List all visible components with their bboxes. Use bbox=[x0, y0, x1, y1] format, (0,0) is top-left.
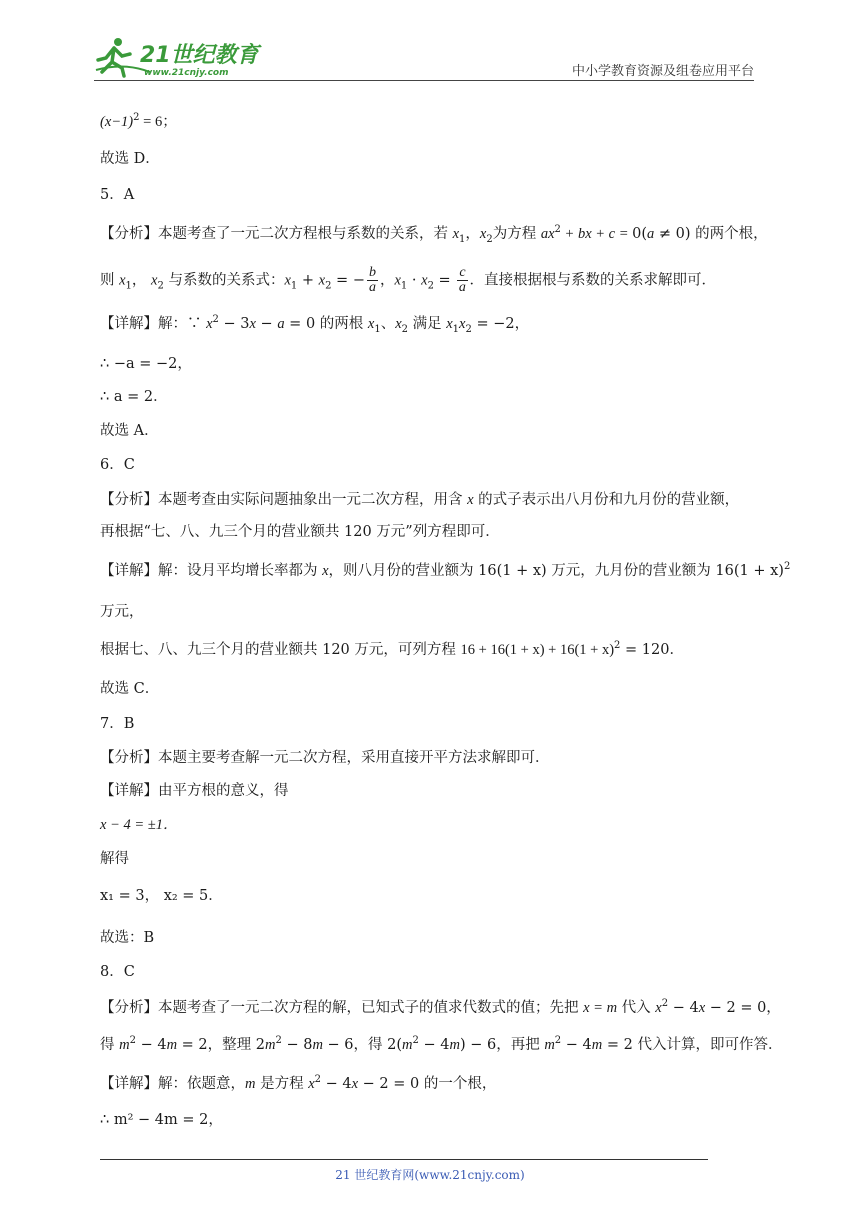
choice-line: 故选 D． bbox=[100, 151, 160, 167]
analysis-line-2: 得 $m^2 - 4m = 2$，整理 $2m^2 - 8m - 6$，得 $2(m^2 - 4m) - 6$，再把 $m^2 - 4m = 2$ 代入计算，即可作答． bbox=[100, 1035, 783, 1053]
analysis-line: 【分析】本题考查了一元二次方程的解，已知式子的值求代数式的值；先把 x = m 代入 $x^2 - 4x - 2 = 0$， bbox=[100, 998, 781, 1016]
detail-text: 【详解】解：∵ bbox=[100, 316, 207, 332]
site-logo[interactable] bbox=[94, 34, 264, 78]
analysis-text-5: 代入计算，即可作答． bbox=[632, 1037, 783, 1053]
analysis-text-2: ，整理 bbox=[207, 1037, 256, 1053]
svg-text:21世纪教育: 21世纪教育 bbox=[140, 43, 259, 68]
detail-text: 【详解】解：依题意， bbox=[100, 1076, 245, 1092]
analysis-text-2: 与系数的关系式： bbox=[163, 272, 285, 289]
analysis-text: 【分析】本题考查了一元二次方程根与系数的关系，若 bbox=[100, 226, 453, 242]
analysis-text: 【分析】本题考查由实际问题抽象出一元二次方程，用含 bbox=[100, 492, 468, 508]
detail-text: 根据七、八、九三个月的营业额共 120 万元，可列方程 bbox=[100, 642, 461, 658]
analysis-text-3: ，得 bbox=[353, 1037, 388, 1053]
equation-text: (x−1) bbox=[100, 114, 134, 130]
analysis-line: 【分析】本题主要考查解一元二次方程，采用直接开平方法求解即可． bbox=[100, 750, 550, 766]
detail-text-2: 是方程 bbox=[255, 1076, 309, 1092]
choice-line: 故选 A． bbox=[100, 423, 159, 439]
runner-logo-icon bbox=[94, 34, 264, 78]
equation-rest: = 6； bbox=[139, 114, 177, 130]
analysis-text-2: 为方程 bbox=[492, 226, 541, 242]
solve-line: 解得 bbox=[100, 851, 129, 867]
analysis-line-2: 则 $x_1$， $x_2$ 与系数的关系式：$x_1 + x_2$ = − $\frac{b}{a}$ ，$x_1 \cdot x_2$ = $\frac{c}{a}$ ．直接根据根与系数的关系求解即可． bbox=[100, 265, 717, 295]
solution-line: x₁ = 3， x₂ = 5． bbox=[100, 888, 223, 904]
detail-line-3: 根据七、八、九三个月的营业额共 120 万元，可列方程 $16 + 16(1 + x) + 16(1 + x)^2 = 120$． bbox=[100, 640, 684, 658]
question-number: 7．B bbox=[100, 716, 135, 732]
analysis-text: 【分析】本题考查了一元二次方程的解，已知式子的值求代数式的值；先把 bbox=[100, 1000, 584, 1016]
footer-divider bbox=[100, 1159, 708, 1160]
fraction-c-over-a: $\frac{c}{a}$ bbox=[458, 265, 466, 295]
fraction-b-over-a: $\frac{b}{a}$ bbox=[368, 265, 376, 295]
detail-line: 【详解】由平方根的意义，得 bbox=[100, 783, 289, 799]
analysis-line: 【分析】本题考查了一元二次方程根与系数的关系，若 $x_1$，$x_2$为方程 $ax^2$ + bx + c = 0(a ≠ 0) 的两个根， bbox=[100, 224, 768, 245]
analysis-text-2: 的式子表示出八月份和九月份的营业额， bbox=[473, 492, 740, 508]
detail-text-2: ，则八月份的营业额为 16(1 + x) 万元，九月份的营业额为 16(1 + x) bbox=[328, 563, 784, 579]
detail-line: 【详解】解：∵ $x^2 - 3x - a = 0$ 的两根 $x_1$、$x_2$ 满足 $x_1x_2 = -2$， bbox=[100, 314, 530, 335]
equation-line: x − 4 = ±1． bbox=[100, 817, 178, 833]
detail-text-2: 的两根 bbox=[315, 316, 368, 332]
step-line: ∴ −a = −2， bbox=[100, 356, 192, 372]
analysis-line-2: 再根据“七、八、九三个月的营业额共 120 万元”列方程即可． bbox=[100, 524, 500, 540]
svg-text:www.21cnjy.com: www.21cnjy.com bbox=[144, 68, 229, 78]
equation-text: 16 + 16(1 + x) + 16(1 + x) bbox=[460, 642, 615, 658]
detail-text: 【详解】解：设月平均增长率都为 bbox=[100, 563, 323, 579]
header-divider bbox=[94, 80, 754, 81]
detail-line: 【详解】解：依题意，m 是方程 $x^2 - 4x - 2 = 0$ 的一个根， bbox=[100, 1074, 497, 1092]
choice-line: 故选 C． bbox=[100, 681, 160, 697]
analysis-text: 则 bbox=[100, 272, 120, 289]
platform-tagline: 中小学教育资源及组卷应用平台 bbox=[571, 64, 754, 79]
detail-line: 【详解】解：设月平均增长率都为 x，则八月份的营业额为 16(1 + x) 万元，九月份的营业额为 $16(1 + x)^2$ bbox=[100, 561, 791, 579]
detail-line-2: 万元， bbox=[100, 604, 144, 620]
analysis-text-3: ．直接根据根与系数的关系求解即可． bbox=[469, 272, 717, 289]
footer-link[interactable]: 21 世纪教育网(www.21cnjy.com) bbox=[335, 1168, 525, 1182]
step-line: ∴ a = 2． bbox=[100, 389, 168, 405]
analysis-text-2: 代入 bbox=[617, 1000, 656, 1016]
detail-text-3: 满足 bbox=[408, 316, 447, 332]
analysis-text: 得 bbox=[100, 1037, 120, 1053]
choice-line: 故选：B bbox=[100, 930, 155, 946]
step-line: ∴ m² − 4m = 2， bbox=[100, 1112, 223, 1128]
question-number: 8．C bbox=[100, 964, 135, 980]
detail-text-3: 的一个根， bbox=[419, 1076, 497, 1092]
page-header bbox=[0, 0, 860, 84]
analysis-text-4: ，再把 bbox=[496, 1037, 545, 1053]
equation-line: $(x-1)^2 = 6$； bbox=[100, 112, 177, 130]
question-number: 6．C bbox=[100, 457, 135, 473]
question-number: 5．A bbox=[100, 187, 135, 203]
analysis-line: 【分析】本题考查由实际问题抽象出一元二次方程，用含 x 的式子表示出八月份和九月份的营业额， bbox=[100, 492, 740, 508]
equation-rest: = 120． bbox=[620, 642, 684, 658]
analysis-text-3: 的两个根， bbox=[690, 226, 768, 242]
